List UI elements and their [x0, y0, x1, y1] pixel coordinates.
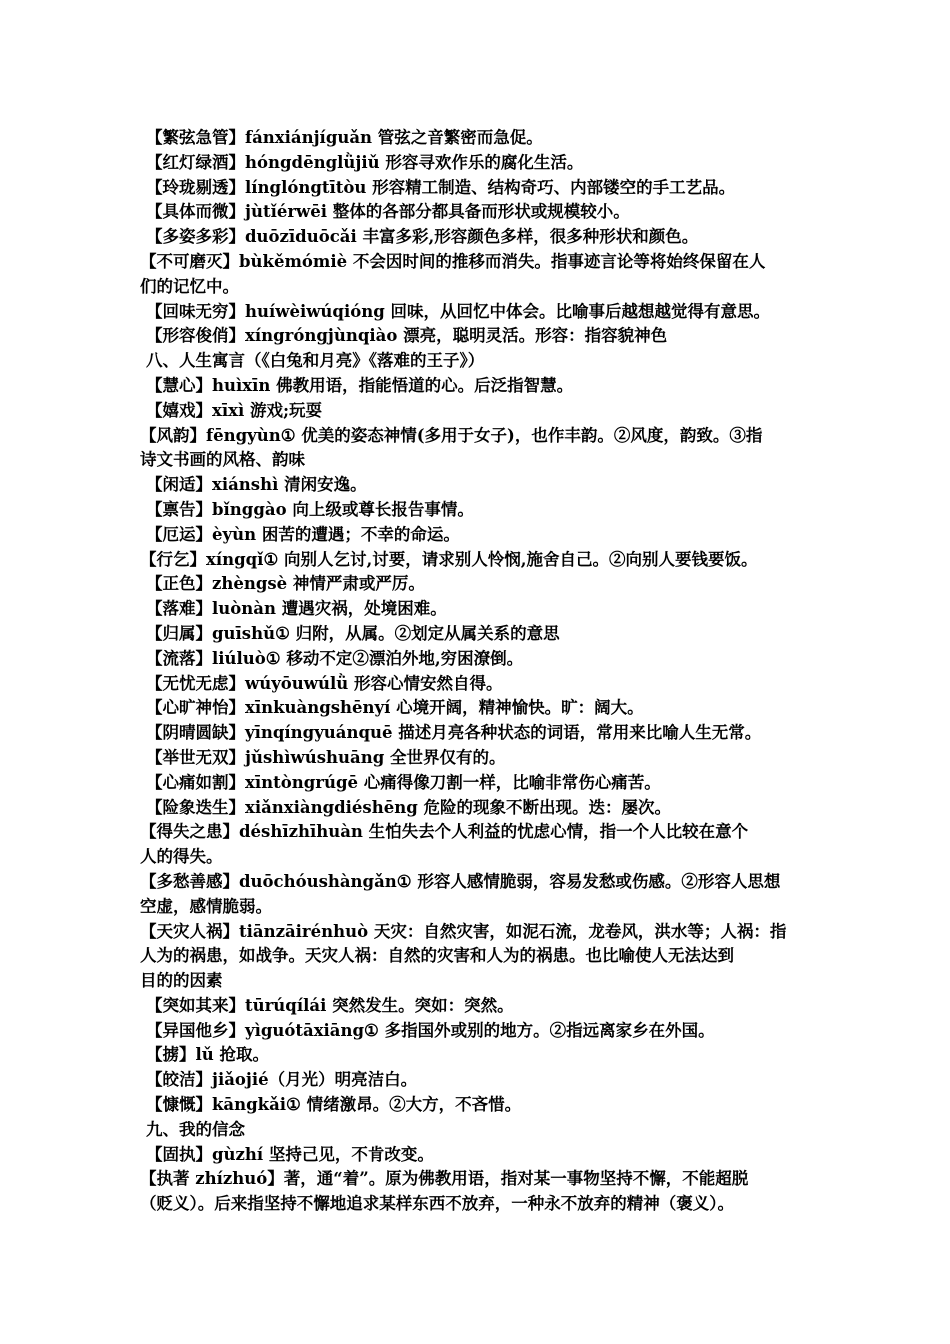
- text-line: 【归属】guīshǔ① 归附，从属。②划定从属关系的意思: [146, 623, 560, 643]
- text-line: 【闲适】xiánshì 清闲安逸。: [146, 475, 367, 495]
- text-line: 【形容俊俏】xíngróngjùnqiào 漂亮，聪明灵活。形容：指容貌神色: [146, 326, 668, 346]
- document-body: [140, 126, 820, 1217]
- text-line: 【慧心】huìxīn 佛教用语，指能悟道的心。后泛指智慧。: [146, 375, 574, 395]
- text-line: 【心痛如割】xīntòngrúgē 心痛得像刀割一样，比喻非常伤心痛苦。: [146, 772, 661, 792]
- text-line: 【具体而微】jùtǐérwēi 整体的各部分都具备而形状或规模较小。: [146, 202, 630, 222]
- text-line: 【皎洁】jiǎojié（月光）明亮洁白。: [146, 1070, 418, 1090]
- text-line: 【掳】lǔ 抢取。: [146, 1045, 270, 1065]
- text-line: 【流落】liúluò① 移动不定②漂泊外地,穷困潦倒。: [146, 648, 524, 668]
- text-line: 【慷慨】kāngkǎi① 情绪激昂。②大方，不吝惜。: [146, 1095, 522, 1115]
- text-line: 空虚，感情脆弱。: [140, 896, 272, 916]
- text-line: 【多姿多彩】duōzīduōcǎi 丰富多彩,形容颜色多样，很多种形状和颜色。: [146, 227, 699, 247]
- text-line: 【多愁善感】duōchóushàngǎn① 形容人感情脆弱，容易发愁或伤感。②形容人思想: [140, 871, 781, 891]
- text-line: 【嬉戏】xīxì 游戏;玩耍: [146, 400, 323, 420]
- text-line: 【异国他乡】yìguótāxiāng① 多指国外或别的地方。②指远离家乡在外国。: [146, 1020, 715, 1040]
- text-line: 八、人生寓言（《白兔和月亮》《落难的王子》）: [146, 351, 485, 371]
- text-line: 【突如其来】tūrúqílái 突然发生。突如：突然。: [146, 995, 514, 1015]
- text-line: 【回味无穷】huíwèiwúqióng 回味，从回忆中体会。比喻事后越想越觉得有意思。: [146, 301, 771, 321]
- text-line: 【厄运】èyùn 困苦的遭遇；不幸的命运。: [146, 524, 460, 544]
- text-line: 【心旷神怡】xīnkuàngshēnyí 心境开阔，精神愉快。旷：阔大。: [146, 698, 644, 718]
- text-line: 【落难】luònàn 遭遇灾祸，处境困难。: [146, 599, 447, 619]
- text-line: 九、我的信念: [146, 1119, 245, 1139]
- text-line: 【不可磨灭】bùkěmómiè 不会因时间的推移而消失。指事迹言论等将始终保留在人: [140, 251, 766, 271]
- text-line: 【执著 zhízhuó】著，通“着”。原为佛教用语，指对某一事物坚持不懈，不能超脱: [140, 1169, 749, 1189]
- text-line: 诗文书画的风格、韵味: [140, 450, 305, 470]
- text-line: 【禀告】bǐnggào 向上级或尊长报告事情。: [146, 499, 474, 519]
- text-line: 【固执】gùzhí 坚持己见，不肯改变。: [146, 1144, 434, 1164]
- text-line: 【红灯绿酒】hóngdēnglǜjiǔ 形容寻欢作乐的腐化生活。: [146, 152, 584, 172]
- text-line: 【险象迭生】xiǎnxiàngdiéshēng 危险的现象不断出现。迭：屡次。: [146, 797, 671, 817]
- text-line: 【举世无双】jǔshìwúshuāng 全世界仅有的。: [146, 747, 506, 767]
- text-line: 【玲珑剔透】línglóngtītòu 形容精工制造、结构奇巧、内部镂空的手工艺品。: [146, 177, 736, 197]
- text-line: 【正色】zhèngsè 神情严肃或严厉。: [146, 574, 425, 594]
- text-line: 【阴晴圆缺】yīnqíngyuánquē 描述月亮各种状态的词语，常用来比喻人生无常。: [146, 723, 762, 743]
- text-line: 【天灾人祸】tiānzāirénhuò 天灾：自然灾害，如泥石流，龙卷风，洪水等；人祸：指: [140, 921, 787, 941]
- text-line: 【无忧无虑】wúyōuwúlǜ 形容心情安然自得。: [146, 673, 503, 693]
- text-line: 们的记忆中。: [140, 276, 239, 296]
- text-line: 【得失之患】déshīzhīhuàn 生怕失去个人利益的忧虑心情，指一个人比较在意个: [140, 822, 749, 842]
- text-line: 目的的因素: [140, 971, 223, 991]
- text-line: 【风韵】fēngyùn① 优美的姿态神情(多用于女子)，也作丰韵。②风度，韵致。③指: [140, 425, 763, 445]
- text-line: 【行乞】xíngqǐ① 向别人乞讨,讨要，请求别人怜悯,施舍自己。②向别人要钱要饭。: [140, 549, 758, 569]
- text-line: 人的得失。: [140, 847, 223, 867]
- text-line: 【繁弦急管】fánxiánjíguǎn 管弦之音繁密而急促。: [146, 128, 543, 147]
- text-line: 人为的祸患，如战争。天灾人祸：自然的灾害和人为的祸患。也比喻使人无法达到: [140, 946, 734, 966]
- text-line: （贬义）。后来指坚持不懈地追求某样东西不放弃，一种永不放弃的精神（褒义）。: [140, 1194, 734, 1214]
